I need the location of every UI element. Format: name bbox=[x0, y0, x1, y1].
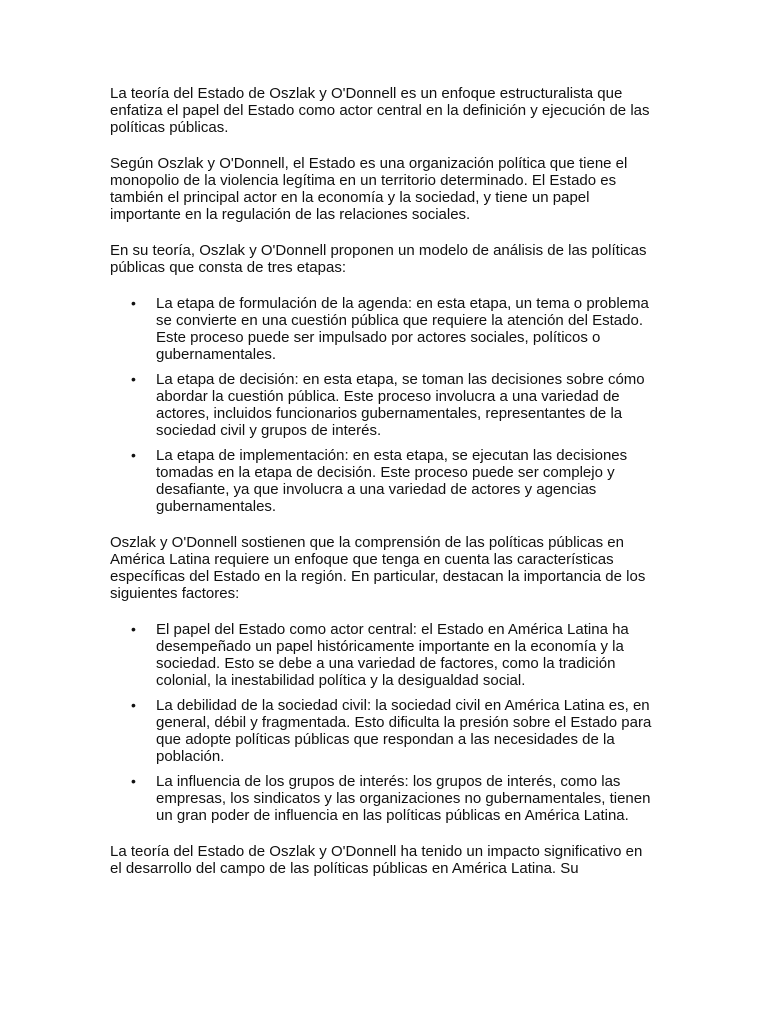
list-item-text: La etapa de decisión: en esta etapa, se toman las decisiones sobre cómo abordar la cuestión pública. Este proceso involucra a una variedad de actores, incluidos funcionarios gubernamentales, representantes de la sociedad civil y grupos de interés. bbox=[156, 371, 645, 439]
list-item-text: La debilidad de la sociedad civil: la sociedad civil en América Latina es, en general, débil y fragmentada. Esto dificulta la presión sobre el Estado para que adopte políticas públicas que respondan a las necesidades de la población. bbox=[156, 697, 652, 765]
bullet-icon: • bbox=[131, 295, 136, 311]
paragraph-latin-america: Oszlak y O'Donnell sostienen que la comprensión de las políticas públicas en América Latina requiere un enfoque que tenga en cuenta las características específicas del Estado en la región. En particular, destacan la importancia de los siguientes factores: bbox=[110, 534, 646, 602]
list-item bbox=[131, 295, 658, 363]
bullet-icon: • bbox=[131, 371, 136, 387]
list-item bbox=[131, 773, 658, 824]
paragraph-impact: La teoría del Estado de Oszlak y O'Donnell ha tenido un impacto significativo en el desarrollo del campo de las políticas públicas en América Latina. Su bbox=[110, 843, 643, 877]
bullet-icon: • bbox=[131, 697, 136, 713]
list-item-text: La influencia de los grupos de interés: los grupos de interés, como las empresas, los sindicatos y las organizaciones no gubernamentales, tienen un gran poder de influencia en las políticas públicas en América Latina. bbox=[156, 773, 651, 824]
list-item bbox=[131, 621, 658, 689]
list-item bbox=[131, 371, 658, 439]
list-item-text: La etapa de implementación: en esta etapa, se ejecutan las decisiones tomadas en la etapa de decisión. Este proceso puede ser complejo y desafiante, ya que involucra a una variedad de actores y agencias gubernamentales. bbox=[156, 447, 628, 515]
stages-list bbox=[110, 295, 658, 515]
paragraph-model-intro: En su teoría, Oszlak y O'Donnell proponen un modelo de análisis de las políticas públicas que consta de tres etapas: bbox=[110, 242, 647, 276]
factors-list bbox=[110, 621, 658, 824]
bullet-icon: • bbox=[131, 447, 136, 463]
paragraph-intro: La teoría del Estado de Oszlak y O'Donnell es un enfoque estructuralista que enfatiza el papel del Estado como actor central en la definición y ejecución de las políticas públicas. bbox=[110, 85, 650, 136]
bullet-icon: • bbox=[131, 773, 136, 789]
list-item-text: El papel del Estado como actor central: el Estado en América Latina ha desempeñado un papel históricamente importante en la economía y la sociedad. Esto se debe a una variedad de factores, como la tradición colonial, la inestabilidad política y la desigualdad social. bbox=[156, 621, 629, 689]
list-item bbox=[131, 447, 658, 515]
list-item-text: La etapa de formulación de la agenda: en esta etapa, un tema o problema se convierte en una cuestión pública que requiere la atención del Estado. Este proceso puede ser impulsado por actores sociales, políticos o gubernamentales. bbox=[156, 295, 649, 363]
document-body bbox=[110, 85, 658, 896]
bullet-icon: • bbox=[131, 621, 136, 637]
list-item bbox=[131, 697, 658, 765]
paragraph-state-definition: Según Oszlak y O'Donnell, el Estado es una organización política que tiene el monopolio de la violencia legítima en un territorio determinado. El Estado es también el principal actor en la economía y la sociedad, y tiene un papel importante en la regulación de las relaciones sociales. bbox=[110, 155, 628, 223]
